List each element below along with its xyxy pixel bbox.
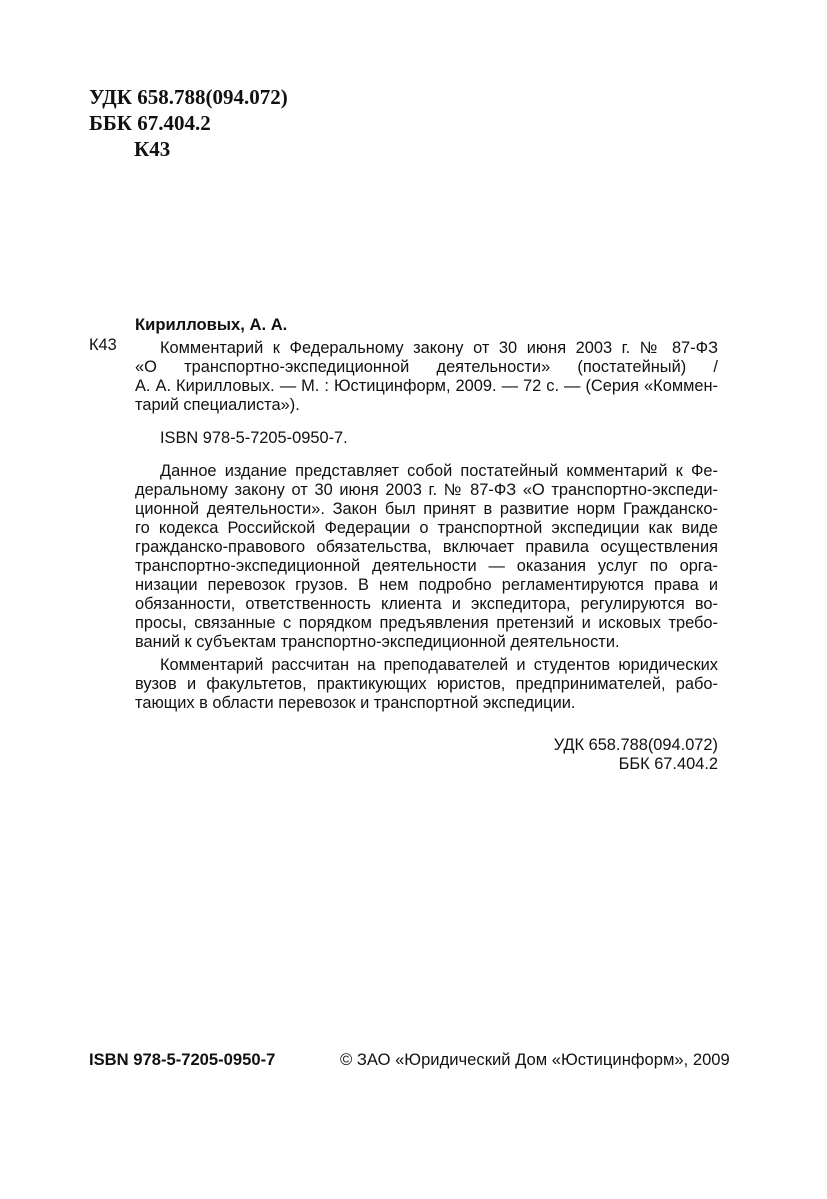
record-isbn: ISBN 978-5-7205-0950-7. [160,429,348,447]
record-title-line-2: «О транспортно-экспедиционной деятельности» (постатейный) / [135,358,718,376]
header-udk: УДК 658.788(094.072) [89,85,288,109]
abstract-p1-line-3: ционной деятельности». Закон был принят в развитие норм Гражданско- [135,500,718,518]
header-bbk: ББК 67.404.2 [89,111,211,135]
abstract-p2-line-2: вузов и факультетов, практикующих юристов, предпринимателей, рабо- [135,675,718,693]
footer-isbn: ISBN 978-5-7205-0950-7 [89,1050,276,1069]
abstract-p1-line-2: деральному закону от 30 июня 2003 г. № 87-ФЗ «О транспортно-экспеди- [135,481,718,499]
classification-bbk: ББК 67.404.2 [618,755,718,773]
abstract-p1-line-10: ваний к субъектам транспортно-экспедиционной деятельности. [135,633,620,651]
abstract-p1-line-6: транспортно-экспедиционной деятельности — оказания услуг по орга- [135,557,718,575]
header-author-mark: К43 [134,137,171,161]
abstract-p2-line-1: Комментарий рассчитан на преподавателей и студентов юридических [160,656,718,674]
footer-copyright: © ЗАО «Юридический Дом «Юстицинформ», 2009 [340,1050,730,1069]
record-title-line-1: Комментарий к Федеральному закону от 30 июня 2003 г. № 87-ФЗ [160,339,718,357]
abstract-p1-line-1: Данное издание представляет собой постатейный комментарий к Фе- [160,462,718,480]
abstract-p1-line-5: гражданско-правового обязательства, включает правила осуществления [135,538,718,556]
classification-udk: УДК 658.788(094.072) [553,736,718,754]
abstract-p1-line-9: просы, связанные с порядком предъявления претензий и исковых требо- [135,614,718,632]
record-title-line-4: тарий специалиста»). [135,396,300,414]
record-author: Кирилловых, А. А. [135,315,288,334]
abstract-p1-line-7: низации перевозок грузов. В нем подробно регламентируются права и [135,576,718,594]
record-margin-mark: К43 [89,336,117,354]
abstract-p2-line-3: тающих в области перевозок и транспортной экспедиции. [135,694,576,712]
abstract-p1-line-8: обязанности, ответственность клиента и экспедитора, регулируются во- [135,595,718,613]
record-title-line-3: А. А. Кирилловых. — М. : Юстицинформ, 2009. — 72 с. — (Серия «Коммен- [135,377,718,395]
abstract-p1-line-4: го кодекса Российской Федерации о транспортной экспедиции как виде [135,519,718,537]
